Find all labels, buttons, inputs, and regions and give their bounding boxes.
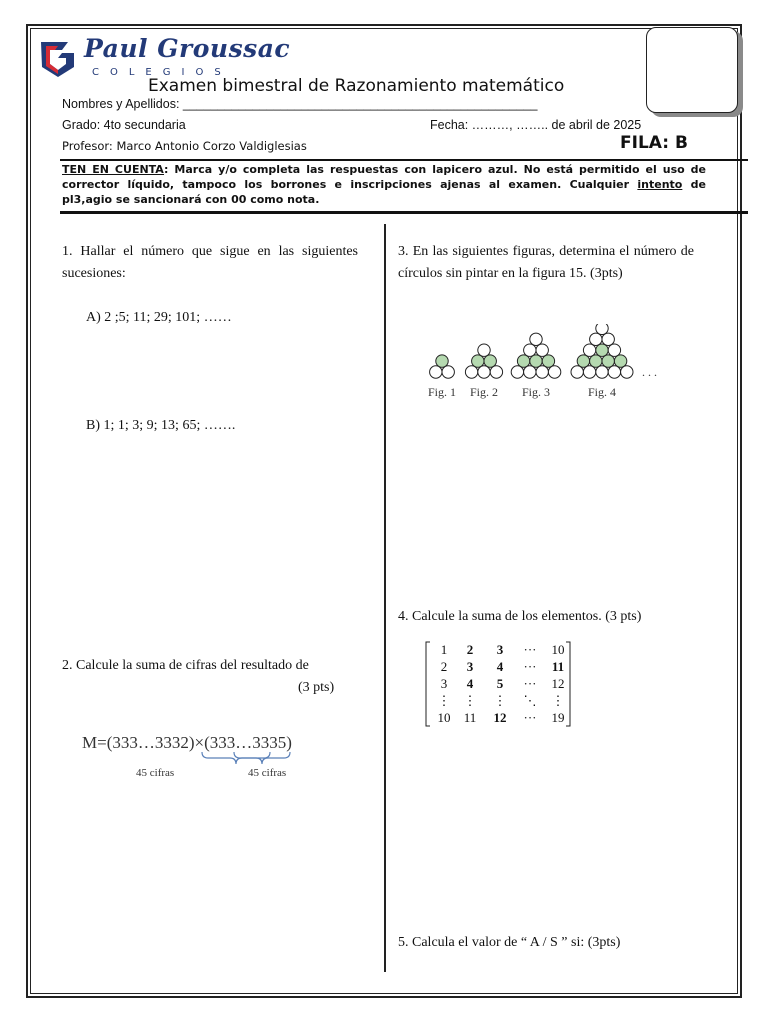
figure-circle [548,366,560,378]
question-3-prompt: 3. En las siguientes figuras, determina el número de círculos sin pintar en la figura 15. (3pts) [398,244,694,281]
number-matrix [424,638,574,730]
figure-circle [536,366,548,378]
figure-circle [465,366,477,378]
figure-circle [608,344,620,356]
matrix-cell: 4 [466,676,474,691]
figure-circle [517,355,529,367]
figure-circle [536,344,548,356]
brace-left-label: 45 cifras [136,767,175,779]
matrix-cell: 2 [466,642,474,657]
figure-circle [490,366,502,378]
exam-notice [62,162,706,207]
figure-circle [442,366,454,378]
figure-circle [621,366,633,378]
figure-circle [577,355,589,367]
figure-circle [590,333,602,345]
figure-circle [484,355,496,367]
figure-circle [524,366,536,378]
school-name: Paul Groussac [84,34,291,63]
question-1a: A) 2 ;5; 11; 29; 101; …… [86,310,232,325]
figure-circle [436,355,448,367]
matrix-cell: 1 [440,642,448,657]
figure-circle [478,366,490,378]
matrix-cell: ··· [523,642,537,657]
matrix-cell: 4 [496,659,504,674]
figure-circle [430,366,442,378]
notice-text-b: de pl3,agio se sancionará con 00 como nota. [62,178,706,206]
matrix-cell: ··· [523,659,537,674]
figure-circle [524,344,536,356]
matrix-cell: ⋮ [551,693,565,708]
question-1b: B) 1; 1; 3; 9; 13; 65; ……. [86,418,236,433]
figure-circle [530,333,542,345]
notice-underlined: intento [637,178,683,191]
question-2-prompt: 2. Calcule la suma de cifras del resultado de [62,658,309,673]
school-logo-icon [38,38,78,78]
figure-circle [602,355,614,367]
exam-title: Examen bimestral de Razonamiento matemático [148,76,565,96]
expression-text: M=(333…3332)×(333…3335) [82,733,292,752]
matrix-cell: 11 [551,659,565,674]
notice-text-a: : Marca y/o completa las respuestas con lapicero azul. No está permitido el uso de corrector líquido, tampoco los borrones e inscripciones ajenas al examen. Cualquier [62,163,706,191]
figure-label: Fig. 3 [521,385,551,399]
figure-label: Fig. 2 [469,385,499,399]
matrix-cell: 19 [551,710,565,725]
question-2-points: (3 pts) [298,680,335,695]
figure-circle [571,366,583,378]
brace-left-icon [202,752,270,764]
notice-lead: TEN EN CUENTA [62,163,165,176]
matrix-cell: 11 [463,710,477,725]
matrix-cell: 3 [496,642,504,657]
figure-circle [511,366,523,378]
grade-label: Grado: 4to secundaria [62,118,186,132]
figure-label: Fig. 1 [427,385,457,399]
matrix-right-bracket-icon [566,642,570,726]
matrix-cell: 10 [551,642,565,657]
matrix-cell: ··· [523,710,537,725]
names-field[interactable]: Nombres y Apellidos: ___________________________________________________ [62,97,538,111]
school-subtitle: COLEGIOS [92,67,232,78]
question-2-expression [80,728,340,784]
matrix-cell: ··· [523,676,537,691]
figure-circle [530,355,542,367]
figure-circle [602,333,614,345]
matrix-cell: 10 [437,710,451,725]
matrix-cell: ⋮ [437,693,451,708]
matrix-cell: 3 [440,676,448,691]
figure-circle [583,366,595,378]
question-5-prompt: 5. Calcula el valor de “ A / S ” si: (3pts) [398,935,621,950]
bottom-rule [60,211,748,214]
figure-label: Fig. 4 [587,385,617,399]
matrix-cell: 5 [496,676,504,691]
brace-right-label: 45 cifras [248,767,287,779]
figure-circle [596,344,608,356]
score-box[interactable] [646,27,738,113]
matrix-cell: 12 [493,710,507,725]
matrix-cell: ⋱ [523,693,537,708]
row-label: FILA: B [620,133,688,153]
top-rule [60,159,748,161]
figure-circle [478,344,490,356]
matrix-cell: 3 [466,659,474,674]
matrix-cell: ⋮ [463,693,477,708]
figure-circle [542,355,554,367]
figure-circle [614,355,626,367]
matrix-cell: 2 [440,659,448,674]
question-4-prompt: 4. Calcule la suma de los elementos. (3 pts) [398,609,642,624]
figure-circle [608,366,620,378]
date-field[interactable]: Fecha: ………, …….. de abril de 2025 [430,118,642,132]
matrix-cell: ⋮ [493,693,507,708]
circle-figures [420,324,690,404]
question-1-prompt: 1. Hallar el número que sigue en las siguientes sucesiones: [62,244,358,281]
teacher-label: Profesor: Marco Antonio Corzo Valdiglesias [62,139,307,153]
figure-ellipsis: . . . [642,365,657,379]
matrix-cell: 12 [551,676,565,691]
matrix-left-bracket-icon [426,642,430,726]
figure-circle [472,355,484,367]
figure-circle [590,355,602,367]
figure-circle [596,366,608,378]
figure-circle [583,344,595,356]
column-divider [384,224,386,972]
